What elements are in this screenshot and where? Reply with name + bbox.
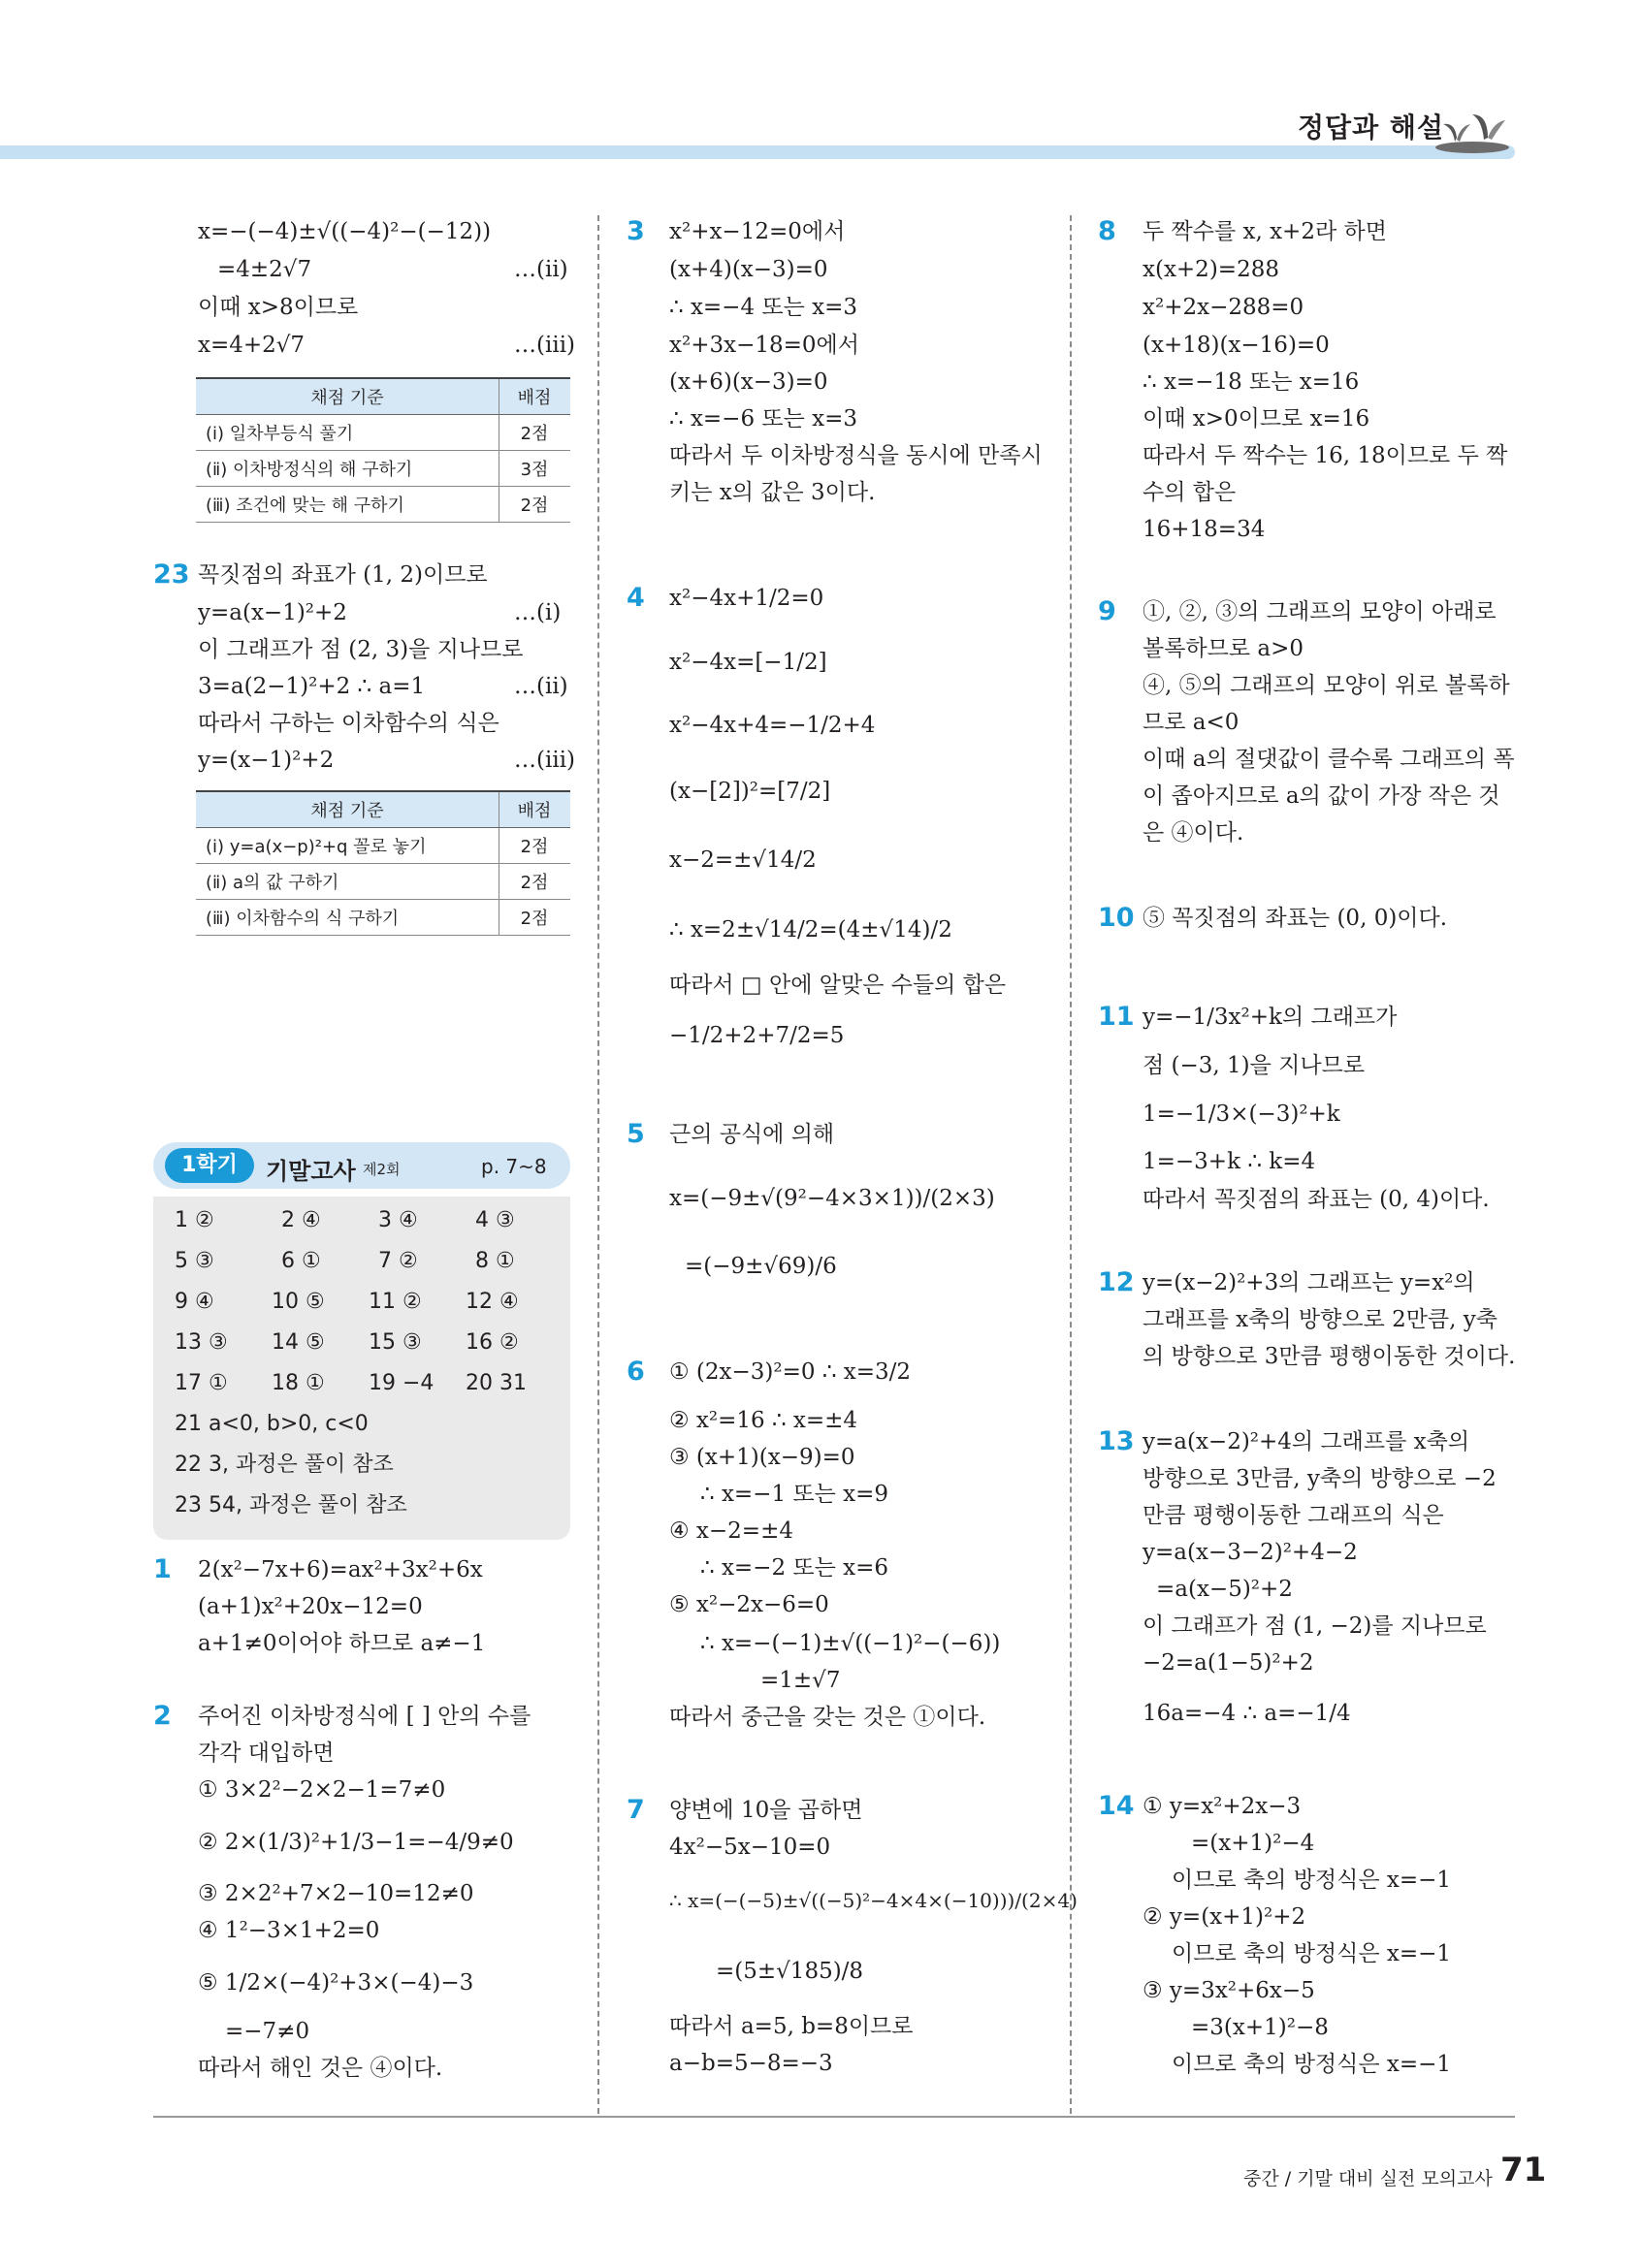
math-line: =4±2√7 <box>217 257 312 282</box>
question-number: 6 <box>627 1357 645 1387</box>
question-number: 9 <box>1098 596 1116 626</box>
table-header: 배점 <box>499 378 571 415</box>
table-cell: 2점 <box>499 415 571 451</box>
section-title: 정답과 해설 <box>1298 112 1444 144</box>
step-marker: …(ⅰ) <box>514 600 562 625</box>
math-line: 2(x²−7x+6)=ax²+3x²+6x <box>198 1557 483 1582</box>
math-line: 므로 a<0 <box>1143 710 1240 735</box>
math-line: ⑤ x²−2x−6=0 <box>669 1592 829 1617</box>
table-cell: 2점 <box>499 864 571 900</box>
math-line: 따라서 a=5, b=8이므로 <box>669 2014 914 2039</box>
math-line: x=−(−4)±√((−4)²−(−12)) <box>198 219 492 244</box>
math-line: 1=−3+k ∴ k=4 <box>1143 1149 1316 1174</box>
answer-item: 13 ③ <box>175 1330 228 1355</box>
math-line: =−7≠0 <box>225 2019 310 2044</box>
math-line: x−2=±√14/2 <box>669 847 817 873</box>
math-line: y=a(x−1)²+2 <box>198 600 347 625</box>
math-line: x²−4x+4=−1/2+4 <box>669 713 876 738</box>
answer-item: 18 ① <box>272 1371 325 1395</box>
table-cell: (ⅱ) 이차방정식의 해 구하기 <box>196 451 499 487</box>
math-line: x=(−9±√(9²−4×3×1))/(2×3) <box>669 1186 995 1211</box>
math-line: 볼록하므로 a>0 <box>1143 636 1304 661</box>
math-line: x²+x−12=0에서 <box>669 219 846 244</box>
math-line: 이 좁아지므로 a의 값이 가장 작은 것 <box>1143 783 1500 809</box>
math-line: −1/2+2+7/2=5 <box>669 1023 845 1048</box>
math-line: 양변에 10을 곱하면 <box>669 1798 863 1823</box>
question-number: 5 <box>627 1119 645 1149</box>
table-row <box>196 828 570 864</box>
column-separator <box>597 215 599 2114</box>
question-number: 23 <box>153 559 190 590</box>
math-line: 꼭짓점의 좌표가 (1, 2)이므로 <box>198 562 488 588</box>
math-line: a−b=5−8=−3 <box>669 2051 833 2076</box>
answer-item: 3 ④ <box>378 1208 418 1232</box>
table-cell: (ⅲ) 조건에 맞는 해 구하기 <box>196 487 499 523</box>
math-line: y=a(x−2)²+4의 그래프를 x축의 <box>1143 1429 1470 1454</box>
table-cell: 2점 <box>499 900 571 936</box>
math-line: 수의 합은 <box>1143 480 1237 505</box>
table-cell: (ⅰ) y=a(x−p)²+q 꼴로 놓기 <box>196 828 499 864</box>
math-line: ② x²=16 ∴ x=±4 <box>669 1408 858 1433</box>
step-marker: …(ⅲ) <box>514 748 576 773</box>
math-line: =1±√7 <box>760 1668 841 1693</box>
math-line: =3(x+1)²−8 <box>1191 2015 1329 2040</box>
math-line: 이때 x>8이므로 <box>198 295 359 320</box>
answer-item: 14 ⑤ <box>272 1330 325 1355</box>
answer-key-header <box>153 1142 570 1189</box>
math-line: x²+3x−18=0에서 <box>669 333 859 358</box>
math-line: 각각 대입하면 <box>198 1741 335 1766</box>
question-number: 8 <box>1098 216 1116 246</box>
math-line: ∴ x=2±√14/2=(4±√14)/2 <box>669 917 952 942</box>
exam-round: 제2회 <box>363 1161 401 1178</box>
grading-table <box>196 377 570 523</box>
question-number: 3 <box>627 216 645 246</box>
question-number: 10 <box>1098 903 1135 933</box>
step-marker: …(ⅲ) <box>514 333 576 358</box>
step-marker: …(ⅱ) <box>514 257 568 282</box>
math-line: =(−9±√69)/6 <box>685 1254 837 1279</box>
table-cell: (ⅱ) a의 값 구하기 <box>196 864 499 900</box>
question-number: 1 <box>153 1554 172 1584</box>
answer-item: 19 −4 <box>369 1371 435 1395</box>
table-header: 채점 기준 <box>196 378 499 415</box>
table-header: 채점 기준 <box>196 791 499 828</box>
question-number: 12 <box>1098 1267 1135 1297</box>
math-line: y=(x−1)²+2 <box>198 748 335 773</box>
sprout-icon <box>1433 105 1511 153</box>
math-line: −2=a(1−5)²+2 <box>1143 1650 1314 1676</box>
math-line: 방향으로 3만큼, y축의 방향으로 −2 <box>1143 1466 1497 1491</box>
grading-table <box>196 790 570 936</box>
table-cell: 3점 <box>499 451 571 487</box>
math-line: 의 방향으로 3만큼 평행이동한 것이다. <box>1143 1344 1516 1369</box>
footer-rule <box>153 2116 1515 2118</box>
answer-item: 2 ④ <box>281 1208 321 1232</box>
math-line: ③ y=3x²+6x−5 <box>1143 1978 1315 2003</box>
math-line: ∴ x=(−(−5)±√((−5)²−4×4×(−10)))/(2×4) <box>669 1889 1078 1912</box>
math-line: 따라서 두 짝수는 16, 18이므로 두 짝 <box>1143 443 1508 468</box>
answer-item: 21 a<0, b>0, c<0 <box>175 1412 369 1436</box>
answer-item: 6 ① <box>281 1249 321 1273</box>
answer-item: 11 ② <box>369 1290 422 1314</box>
math-line: ⑤ 꼭짓점의 좌표는 (0, 0)이다. <box>1143 906 1448 931</box>
math-line: ∴ x=−1 또는 x=9 <box>700 1482 889 1507</box>
math-line: ∴ x=−(−1)±√((−1)²−(−6)) <box>700 1631 1001 1656</box>
answer-item: 16 ② <box>466 1330 519 1355</box>
math-line: ① (2x−3)²=0 ∴ x=3/2 <box>669 1359 912 1385</box>
math-line: ② y=(x+1)²+2 <box>1143 1904 1306 1930</box>
math-line: 따라서 □ 안에 알맞은 수들의 합은 <box>669 973 1007 998</box>
question-number: 4 <box>627 583 645 613</box>
table-row <box>196 451 570 487</box>
math-line: 그래프를 x축의 방향으로 2만큼, y축 <box>1143 1307 1497 1332</box>
answer-key-box <box>153 1197 570 1540</box>
math-line: =a(x−5)²+2 <box>1156 1577 1293 1602</box>
question-number: 11 <box>1098 1002 1135 1032</box>
math-line: x(x+2)=288 <box>1143 257 1279 282</box>
answer-item: 20 31 <box>466 1371 527 1395</box>
answer-item: 9 ④ <box>175 1290 214 1314</box>
math-line: 따라서 꼭짓점의 좌표는 (0, 4)이다. <box>1143 1187 1490 1212</box>
table-header: 배점 <box>499 791 571 828</box>
math-line: ④, ⑤의 그래프의 모양이 위로 볼록하 <box>1143 673 1510 698</box>
page-reference: p. 7~8 <box>481 1155 547 1178</box>
math-line: 이 그래프가 점 (2, 3)을 지나므로 <box>198 637 524 662</box>
math-line: ① 3×2²−2×2−1=7≠0 <box>198 1777 446 1803</box>
answer-item: 12 ④ <box>466 1290 519 1314</box>
math-line: 이므로 축의 방정식은 x=−1 <box>1172 1941 1452 1966</box>
table-row <box>196 415 570 451</box>
table-row <box>196 487 570 523</box>
exam-title: 기말고사 <box>266 1158 356 1185</box>
math-line: 따라서 중근을 갖는 것은 ①이다. <box>669 1705 986 1730</box>
page-number: 71 <box>1500 2151 1547 2189</box>
column-separator <box>1070 215 1072 2114</box>
math-line: 따라서 해인 것은 ④이다. <box>198 2056 443 2081</box>
question-number: 2 <box>153 1701 172 1731</box>
table-cell: (ⅰ) 일차부등식 풀기 <box>196 415 499 451</box>
answer-item: 22 3, 과정은 풀이 참조 <box>175 1453 394 1477</box>
table-row <box>196 900 570 936</box>
math-line: 은 ④이다. <box>1143 820 1244 846</box>
header-bar <box>0 145 1515 159</box>
math-line: 두 짝수를 x, x+2라 하면 <box>1143 219 1387 244</box>
math-line: x=4+2√7 <box>198 333 306 358</box>
math-line: (x+6)(x−3)=0 <box>669 369 828 395</box>
math-line: ② 2×(1/3)²+1/3−1=−4/9≠0 <box>198 1830 514 1855</box>
math-line: 주어진 이차방정식에 [ ] 안의 수를 <box>198 1704 531 1729</box>
math-line: (x+4)(x−3)=0 <box>669 257 828 282</box>
math-line: 점 (−3, 1)을 지나므로 <box>1143 1053 1366 1078</box>
math-line: 이므로 축의 방정식은 x=−1 <box>1172 2052 1452 2077</box>
math-line: (x+18)(x−16)=0 <box>1143 333 1330 358</box>
step-marker: …(ⅱ) <box>514 674 568 699</box>
math-line: 3=a(2−1)²+2 ∴ a=1 <box>198 674 426 699</box>
math-line: 16+18=34 <box>1143 517 1266 542</box>
question-number: 7 <box>627 1795 645 1825</box>
footer-book-title: 중간 / 기말 대비 실전 모의고사 <box>1243 2168 1493 2189</box>
math-line: 키는 x의 값은 3이다. <box>669 480 876 505</box>
math-line: 이 그래프가 점 (1, −2)를 지나므로 <box>1143 1613 1487 1639</box>
math-line: ③ 2×2²+7×2−10=12≠0 <box>198 1881 474 1906</box>
math-line: 만큼 평행이동한 그래프의 식은 <box>1143 1503 1444 1528</box>
table-cell: 2점 <box>499 487 571 523</box>
table-cell: (ⅲ) 이차함수의 식 구하기 <box>196 900 499 936</box>
math-line: =(5±√185)/8 <box>716 1959 864 1984</box>
math-line: y=a(x−3−2)²+4−2 <box>1143 1540 1358 1565</box>
math-line: ① y=x²+2x−3 <box>1143 1794 1302 1819</box>
answer-item: 5 ③ <box>175 1249 214 1273</box>
math-line: x²−4x=[−1/2] <box>669 650 827 675</box>
math-line: =(x+1)²−4 <box>1191 1831 1315 1856</box>
answer-item: 7 ② <box>378 1249 418 1273</box>
math-line: ∴ x=−18 또는 x=16 <box>1143 369 1360 395</box>
math-line: ④ x−2=±4 <box>669 1518 793 1544</box>
math-line: ∴ x=−6 또는 x=3 <box>669 406 858 431</box>
answer-item: 15 ③ <box>369 1330 422 1355</box>
math-line: ⑤ 1/2×(−4)²+3×(−4)−3 <box>198 1970 474 1996</box>
table-row <box>196 864 570 900</box>
math-line: ∴ x=−2 또는 x=6 <box>700 1555 889 1581</box>
answer-item: 23 54, 과정은 풀이 참조 <box>175 1493 407 1517</box>
answer-item: 1 ② <box>175 1208 214 1232</box>
math-line: 16a=−4 ∴ a=−1/4 <box>1143 1701 1351 1726</box>
math-line: 따라서 구하는 이차함수의 식은 <box>198 711 499 736</box>
semester-badge: 1학기 <box>165 1148 254 1183</box>
math-line: 따라서 두 이차방정식을 동시에 만족시 <box>669 443 1043 468</box>
math-line: 1=−1/3×(−3)²+k <box>1143 1102 1340 1127</box>
math-line: x²−4x+1/2=0 <box>669 586 824 611</box>
math-line: 이므로 축의 방정식은 x=−1 <box>1172 1868 1452 1893</box>
math-line: y=−1/3x²+k의 그래프가 <box>1143 1005 1398 1030</box>
answer-item: 4 ③ <box>475 1208 515 1232</box>
math-line: 근의 공식에 의해 <box>669 1122 835 1147</box>
math-line: 이때 x>0이므로 x=16 <box>1143 406 1370 431</box>
math-line: ∴ x=−4 또는 x=3 <box>669 295 858 320</box>
math-line: (a+1)x²+20x−12=0 <box>198 1594 423 1619</box>
math-line: ①, ②, ③의 그래프의 모양이 아래로 <box>1143 599 1497 624</box>
math-line: ③ (x+1)(x−9)=0 <box>669 1445 855 1470</box>
question-number: 14 <box>1098 1791 1135 1821</box>
answer-item: 17 ① <box>175 1371 228 1395</box>
math-line: 이때 a의 절댓값이 클수록 그래프의 폭 <box>1143 747 1515 772</box>
math-line: x²+2x−288=0 <box>1143 295 1304 320</box>
answer-item: 10 ⑤ <box>272 1290 325 1314</box>
math-line: (x−[2])²=[7/2] <box>669 779 831 804</box>
table-cell: 2점 <box>499 828 571 864</box>
math-line: y=(x−2)²+3의 그래프는 y=x²의 <box>1143 1270 1475 1295</box>
answer-item: 8 ① <box>475 1249 515 1273</box>
math-line: ④ 1²−3×1+2=0 <box>198 1918 380 1943</box>
math-line: 4x²−5x−10=0 <box>669 1835 831 1860</box>
question-number: 13 <box>1098 1426 1135 1456</box>
math-line: a+1≠0이어야 하므로 a≠−1 <box>198 1631 486 1656</box>
